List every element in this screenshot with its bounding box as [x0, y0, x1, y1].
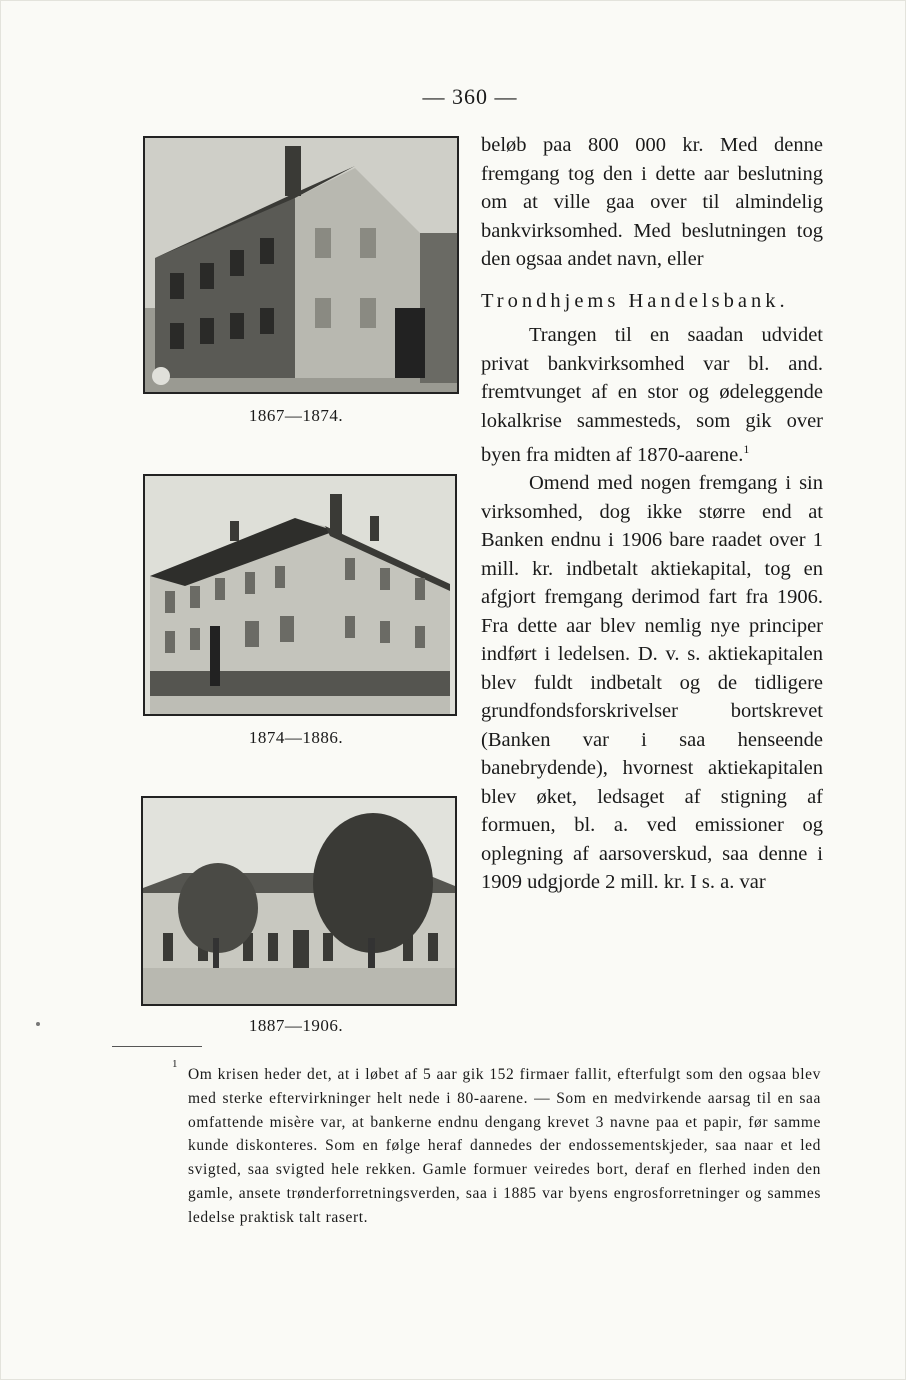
- building-image: [145, 138, 457, 392]
- body-text-column: [481, 131, 823, 897]
- bank-name-heading: Trondhjems Handelsbank.: [481, 289, 789, 312]
- paragraph: [481, 321, 823, 469]
- building-image: [143, 798, 455, 1004]
- paragraph: Omend med nogen fremgang i sin virksomhed, dog ikke større end at Banken endnu i 1906 bare raadet over 1 mill. kr. indbetalt aktiekapital, tog en afgjort fremgang derimod fart fra 1906. Fra dette aar blev nemlig nye principer indført i ledelsen. D. v. s. aktiekapitalen blev fuldt indbetalt og de tidligere grundfondsforskrivelser bortskrevet (Banken var i saa henseende banebrydende), hvornest aktiekapitalen blev øket, ledsaget af stigning af formuen, bl. a. ved emissioner og oplegning af aarsoverskud, saa denne i 1909 udgjorde 2 mill. kr. I s. a. var: [481, 472, 823, 894]
- photo-building-1867: [143, 136, 459, 394]
- building-image: [145, 476, 455, 714]
- photo-building-1887: [141, 796, 457, 1006]
- footnote-separator: [112, 1046, 202, 1047]
- paragraph: beløb paa 800 000 kr. Med denne fremgang tog den i dette aar beslutning om at ville gaa over til almindelig bankvirksomhed. Med beslutningen tog den ogsaa andet navn, eller: [481, 134, 823, 270]
- photo-caption: 1887—1906.: [248, 1016, 344, 1035]
- footnote-mark: 1: [172, 1058, 178, 1070]
- photo-caption: 1874—1886.: [248, 728, 344, 747]
- photo-caption: 1867—1874.: [248, 406, 344, 425]
- page-number: — 360 —: [422, 84, 518, 109]
- footnote-reference: 1: [743, 442, 750, 456]
- paragraph-text: Trangen til en saadan udvidet privat bankvirksomhed var bl. and. fremtvunget af en stor og ødeleggende lokalkrise sammesteds, som gik over byen fra midten af 1870-aarene.: [481, 324, 823, 466]
- margin-mark: [36, 1022, 40, 1026]
- photo-building-1874: [143, 474, 457, 716]
- footnote-text: Om krisen heder det, at i løbet af 5 aar gik 152 firmaer fallit, efterfulgt som den ogsaa blev med sterke eftervirkninger helt nede i 80-aarene. — Som en medvirkende aarsag til en saa omfattende misère var, at bankerne endnu dengang krevet 3 navne paa et papir, før samme kunde diskonteres. Som en følge heraf dannedes der endossementskjeder, saa naar et led svigted, saa svigted hele rekken. Gamle formuer veiredes bort, deraf en flerhed inden den gamle, ansete trønderforretningsverden, saa i 1885 var byens engrosforretninger og sammes ledelse praktisk talt rasert.: [188, 1066, 821, 1226]
